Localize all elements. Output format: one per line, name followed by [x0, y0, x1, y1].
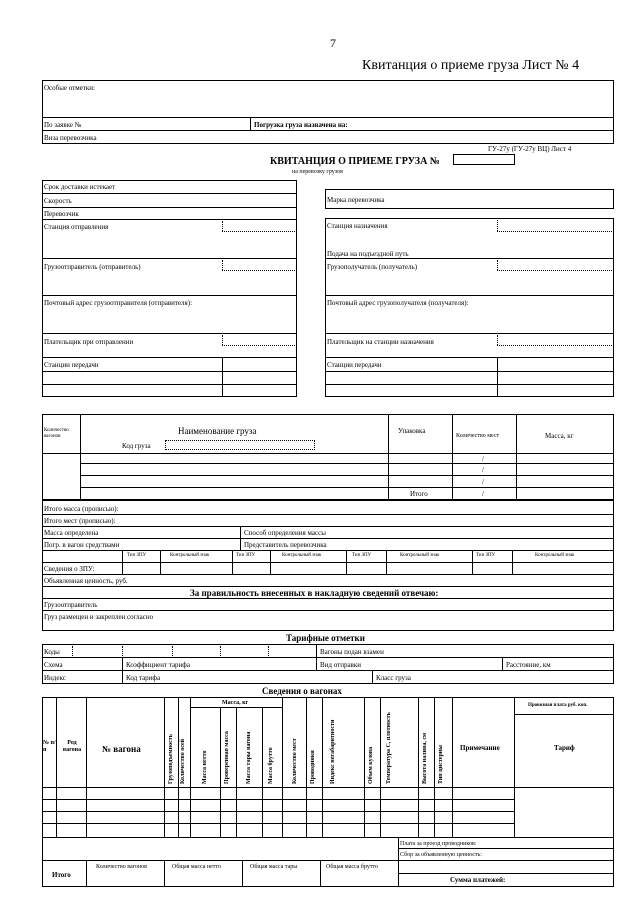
carrier-rep-label: Представитель перевозчика — [244, 541, 327, 549]
body-volume-header: Объем кузова — [368, 746, 374, 784]
kind-header: Род вагона — [62, 740, 82, 753]
delivery-deadline-label: Срок доставки истекает — [44, 183, 116, 191]
slash-4: / — [482, 490, 484, 498]
wagon-no-header: № вагона — [102, 744, 141, 754]
subtitle: на перевозку грузов — [292, 169, 343, 175]
tare-header: Масса тары вагона — [246, 731, 252, 784]
tank-type-header: Тип цистерны — [438, 745, 444, 784]
total-net-label: Общая масса нетто — [172, 864, 221, 870]
wagons-title: Сведения о вагонах — [262, 686, 342, 696]
consignee-label: Грузополучатель (получатель) — [327, 263, 418, 271]
wagons-received-label: Вагоны подан взамен — [320, 648, 384, 656]
transfer-stations-left-label: Станции передачи — [44, 361, 99, 369]
total-mass-words-label: Итого масса (прописью): — [44, 505, 119, 513]
tariff-title: Тарифные отметки — [286, 633, 365, 643]
zpu-info-label: Сведения о ЗПУ: — [44, 565, 95, 573]
by-request-label: По заявке № — [44, 121, 82, 129]
correctness-title: За правильность внесенных в накладную сведений отвечаю: — [190, 588, 439, 598]
cargo-class-label: Класс груза — [376, 674, 411, 682]
gross-header: Масса брутто — [268, 747, 274, 784]
tariff-coef-label: Коэффициент тарифа — [126, 661, 190, 669]
siding-label: Подача на подъездной путь — [327, 250, 409, 258]
departure-station-label: Станция отправления — [44, 223, 109, 231]
mass-header: Масса, кг — [545, 432, 574, 440]
value-fee-label: Сбор за объявленную ценность: — [400, 852, 482, 858]
total-gross-label: Общая масса брутто — [326, 864, 379, 870]
loaded-by-label: Погр. в вагон средствами — [44, 541, 120, 549]
note-header: Примечание — [460, 744, 500, 752]
payer-destination-label: Плательщик на станции назначения — [327, 338, 434, 346]
speed-label: Скорость — [44, 197, 72, 205]
page-number: 7 — [330, 36, 336, 50]
zpu-type-2: Тип ЗПУ — [236, 553, 256, 558]
wagons-count-header: Количество вагонов — [44, 428, 69, 439]
fill-height-header: Высота налива, см — [422, 732, 428, 784]
carrier-label: Перевозчик — [44, 210, 79, 218]
carrier-visa-label: Виза перевозчика — [44, 134, 97, 142]
places-header: Количество мест — [292, 738, 298, 784]
packaging-header: Упаковка — [398, 427, 426, 435]
tariff-header: Тариф — [554, 744, 575, 752]
receipt-number-field[interactable] — [453, 154, 515, 165]
wagons-table — [42, 697, 614, 887]
cargo-code-field[interactable] — [165, 440, 315, 450]
tariff-code-label: Код тарифа — [126, 674, 161, 682]
dispatch-type-label: Вид отправки — [320, 661, 361, 669]
sum-payments-label: Сумма платежей: — [450, 876, 506, 884]
lines-block — [42, 500, 614, 631]
shipper-address-label: Почтовый адрес грузоотправителя (отправителя): — [44, 299, 193, 307]
num-header: № п/п — [43, 740, 56, 753]
placed-according-label: Груз размещен и закреплен согласно — [44, 613, 154, 621]
paid-header: Провозная плата руб. коп. — [528, 703, 588, 708]
total-wagons-count-label: Количество вагонов — [96, 864, 148, 870]
control-mark-3: Контрольный знак — [400, 553, 440, 558]
slash-2: / — [482, 466, 484, 474]
destination-station-label: Станция назначения — [327, 222, 388, 230]
slash-1: / — [482, 455, 484, 463]
total-places-words-label: Итого мест (прописью): — [44, 517, 116, 525]
loading-assigned-label: Погрузка груза назначена на: — [254, 121, 348, 129]
carrier-brand-label: Марка перевозчика — [327, 196, 385, 204]
guides-header: Проводники — [310, 750, 316, 784]
distance-label: Расстояние, км — [506, 661, 551, 669]
declared-value-label: Объявленная ценность, руб. — [44, 577, 128, 585]
slash-3: / — [482, 478, 484, 486]
index-label: Индекс — [44, 674, 66, 682]
payer-departure-label: Плательщик при отправлении — [44, 338, 134, 346]
top-box — [42, 80, 614, 144]
axles-header: Количество осей — [180, 738, 186, 784]
temp-header: Температура С, плотность — [386, 712, 392, 784]
mass-kg-header: Масса, кг — [222, 700, 249, 706]
cargo-total-label: Итого — [410, 490, 428, 498]
control-mark-4: Контрольный знак — [535, 553, 575, 558]
codes-label: Коды — [44, 648, 60, 656]
mass-method-label: Способ определения массы — [244, 529, 326, 537]
control-mark-1: Контрольный знак — [170, 553, 210, 558]
capacity-header: Грузоподъемность — [168, 734, 174, 784]
mass-determined-label: Масса определена — [44, 529, 99, 537]
form-code: ГУ-27у (ГУ-27у ВЦ) Лист 4 — [488, 145, 572, 153]
oversize-header: Индекс негабаритности — [330, 719, 336, 784]
cargo-code-label: Код груза — [122, 442, 151, 450]
sheet-title: Квитанция о приеме груза Лист № 4 — [362, 58, 580, 73]
scheme-label: Схема — [44, 661, 63, 669]
cargo-name-header: Наименование груза — [178, 426, 257, 436]
net-header: Масса нетто — [202, 750, 208, 784]
main-title: КВИТАНЦИЯ О ПРИЕМЕ ГРУЗА № — [270, 156, 440, 167]
wagons-total-label: Итого — [52, 871, 71, 879]
checked-header: Проверенная масса — [224, 731, 230, 784]
places-count-header: Количество мест — [456, 433, 500, 439]
guides-fee-label: Плата за проезд проводников: — [400, 841, 477, 847]
special-marks-label: Особые отметки: — [44, 84, 95, 92]
consignee-address-label: Почтовый адрес грузополучателя (получателя): — [327, 299, 469, 307]
zpu-type-3: Тип ЗПУ — [352, 553, 372, 558]
total-tare-label: Общая масса тары — [250, 864, 298, 870]
shipper-label: Грузоотправитель (отправитель) — [44, 263, 141, 271]
control-mark-2: Контрольный знак — [282, 553, 322, 558]
zpu-type-4: Тип ЗПУ — [476, 553, 496, 558]
shipper-sign-label: Грузоотправитель — [44, 601, 98, 609]
zpu-type-1: Тип ЗПУ — [127, 553, 147, 558]
transfer-stations-right-label: Станции передачи — [327, 361, 382, 369]
